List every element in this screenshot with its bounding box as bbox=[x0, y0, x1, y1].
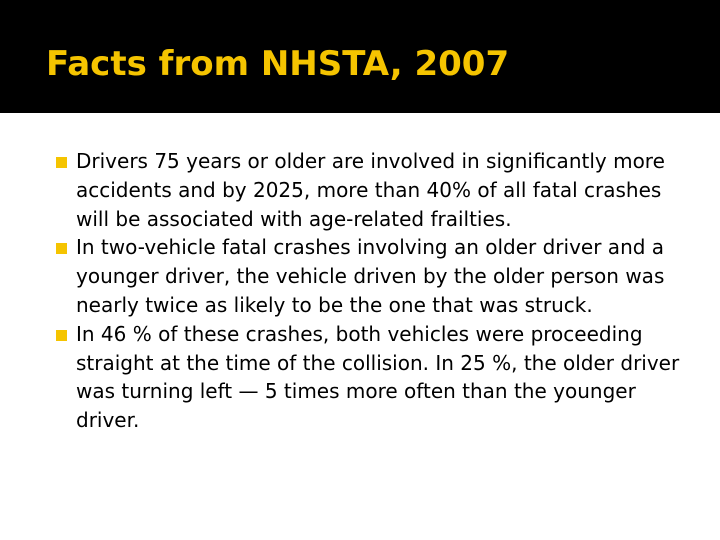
square-bullet-icon bbox=[56, 330, 67, 341]
bullet-text: Drivers 75 years or older are involved in significantly more accidents and by 2025, more than 40% of all fatal crashes will be associated with age-related frailties. bbox=[76, 149, 665, 231]
bullet-list bbox=[76, 147, 696, 435]
square-bullet-icon bbox=[56, 243, 67, 254]
bullet-item bbox=[76, 320, 696, 435]
bullet-item bbox=[76, 233, 696, 319]
slide-title: Facts from NHSTA, 2007 bbox=[46, 44, 510, 84]
title-bar bbox=[0, 0, 720, 113]
bullet-text: In 46 % of these crashes, both vehicles were proceeding straight at the time of the collision. In 25 %, the older driver was turning left — 5 times more often than the younger driver. bbox=[76, 321, 680, 433]
square-bullet-icon bbox=[56, 157, 67, 168]
bullet-item bbox=[76, 147, 696, 233]
bullet-text: In two-vehicle fatal crashes involving an older driver and a younger driver, the vehicle driven by the older person was nearly twice as likely to be the one that was struck. bbox=[76, 235, 665, 317]
